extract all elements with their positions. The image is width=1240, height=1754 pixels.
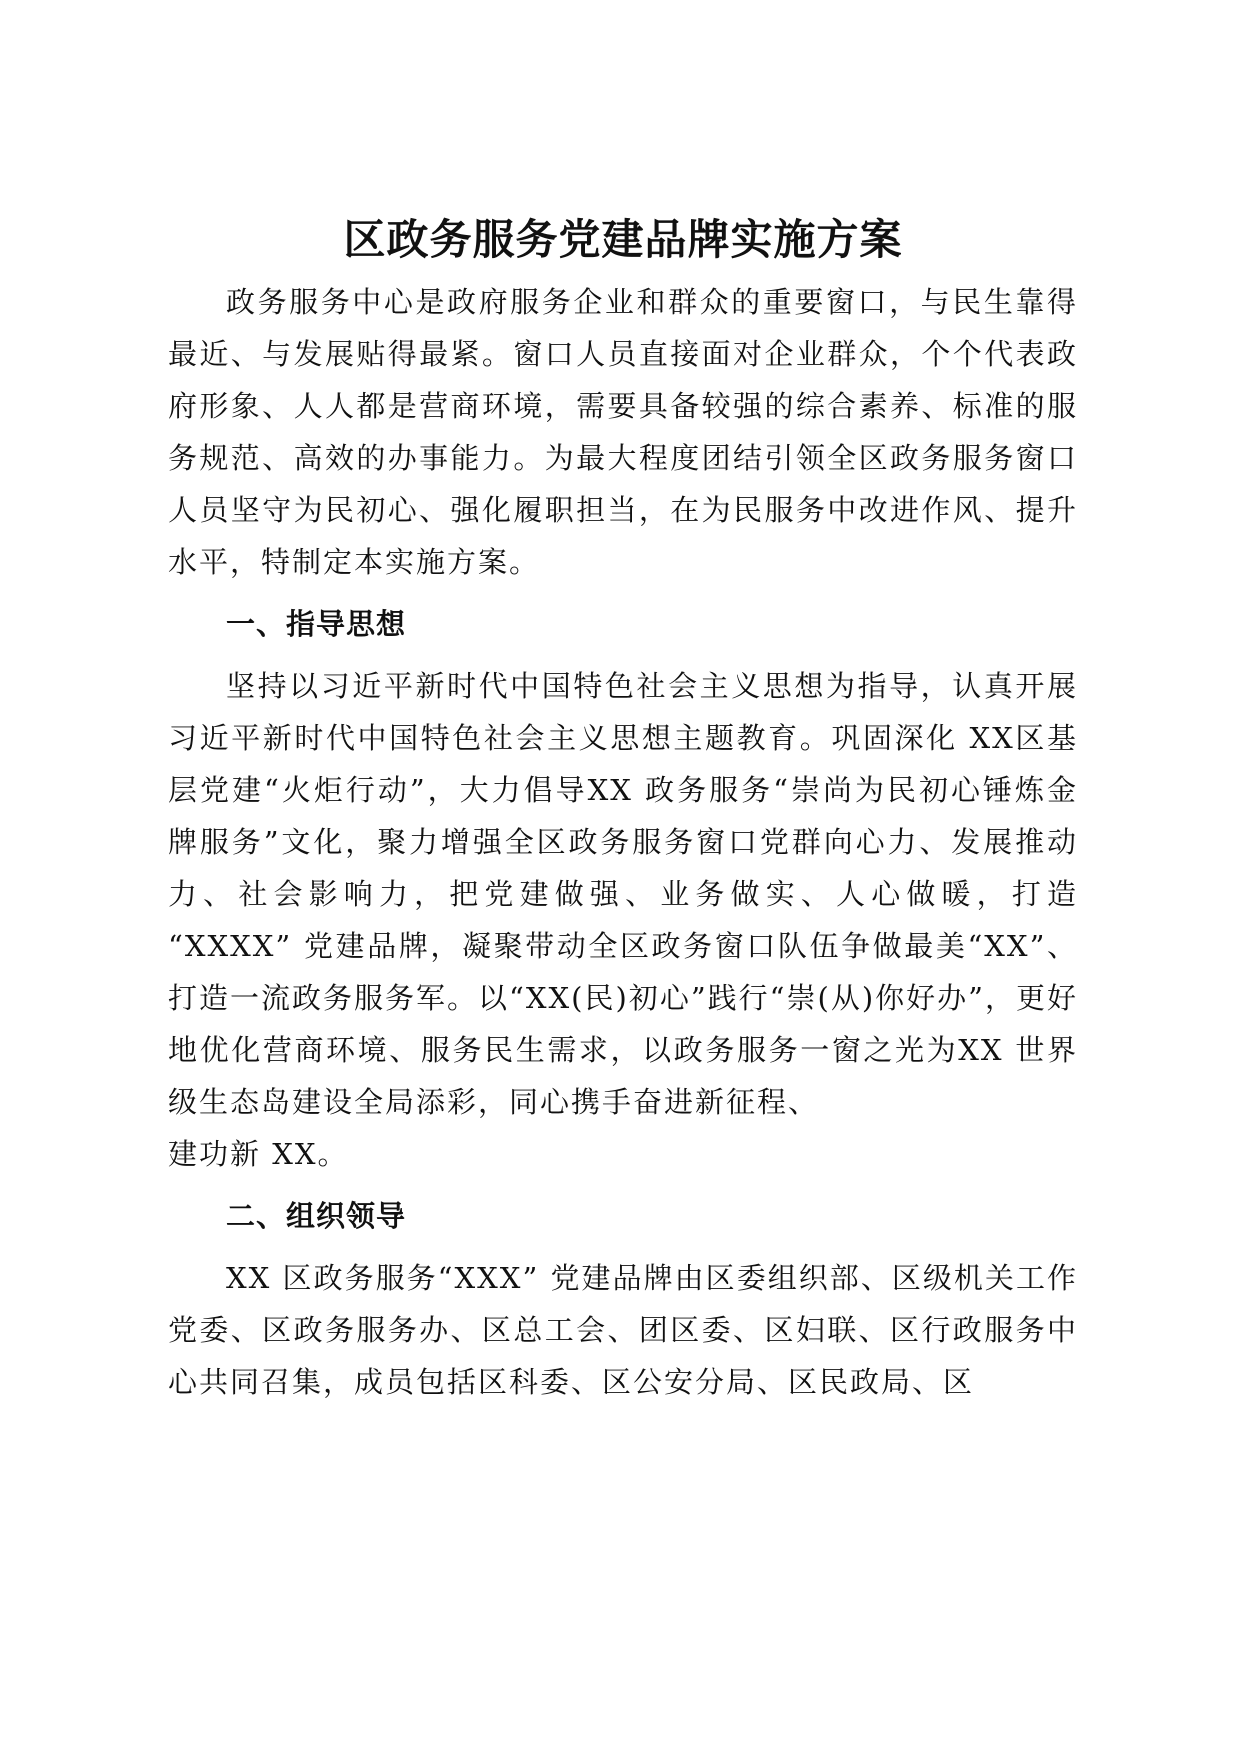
section-heading-guiding-ideology: 一、指导思想 [226, 607, 407, 641]
guiding-ideology-paragraph: 坚持以习近平新时代中国特色社会主义思想为指导，认真开展习近平新时代中国特色社会主义思想主题教育。巩固深化 XX区基层党建“火炬行动”，大力倡导XX 政务服务“崇尚为民初心锤炼金牌服务”文化，聚力增强全区政务服务窗口党群向心力、发展推动力、社会影响力，把党建做强、业务做实、人心做暖，打造 “XXXX” 党建品牌，凝聚带动全区政务窗口队伍争做最美“XX”、打造一流政务服务军。以“XX(民)初心”践行“崇(从)你好办”，更好地优化营商环境、服务民生需求，以政务服务一窗之光为XX 世界级生态岛建设全局添彩，同心携手奋进新征程、 [168, 669, 1078, 1119]
section-heading-organization: 二、组织领导 [226, 1199, 407, 1233]
guiding-ideology-paragraph-tail: 建功新 XX。 [168, 1137, 349, 1171]
organization-paragraph: XX 区政务服务“XXX” 党建品牌由区委组织部、区级机关工作党委、区政务服务办、区总工会、团区委、区妇联、区行政服务中心共同召集，成员包括区科委、区公安分局、区民政局、区 [168, 1261, 1078, 1399]
document-content [168, 210, 1078, 1408]
document-title: 区政务服务党建品牌实施方案 [343, 215, 903, 264]
intro-paragraph: 政务服务中心是政府服务企业和群众的重要窗口，与民生靠得最近、与发展贴得最紧。窗口人员直接面对企业群众，个个代表政府形象、人人都是营商环境，需要具备较强的综合素养、标准的服务规范、高效的办事能力。为最大程度团结引领全区政务服务窗口人员坚守为民初心、强化履职担当，在为民服务中改进作风、提升水平，特制定本实施方案。 [168, 285, 1078, 579]
